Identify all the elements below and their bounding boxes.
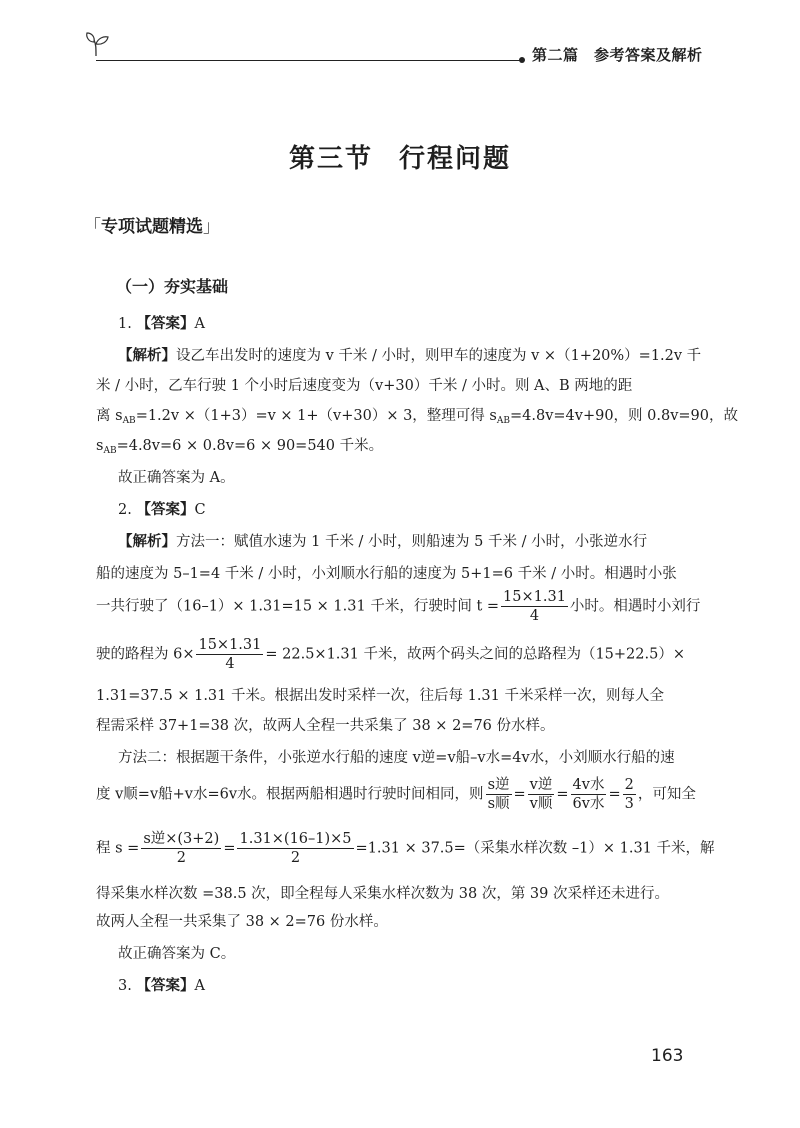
q1-explanation-line-2: 米 / 小时，乙车行驶 1 个小时后速度变为（v+30）千米 / 小时。则 A、B 两地的距 [96,378,633,394]
q2-explanation-line-6: 程需采样 37+1=38 次，故两人全程一共采集了 38 × 2=76 份水样。 [96,718,555,734]
q2-explanation-line-2: 船的速度为 5–1=4 千米 / 小时，小刘顺水行船的速度为 5+1=6 千米 / 小时。相遇时小张 [96,566,677,582]
fraction: $\frac{\text{s逆}}{\text{s顺}}$ [487,777,510,812]
section-heading: 「专项试题精选」 [84,217,220,237]
q2-method2-line-5: 故两人全程一共采集了 38 × 2=76 份水样。 [96,914,388,930]
fraction: $\frac{15\times 1.31}{4}$ [503,589,566,624]
subsection-heading: （一）夯实基础 [116,277,229,296]
q2-answer: 2. 【答案】C [118,502,206,518]
q1-explanation-line-4: $s_{AB}=4.8v=6 \times 0.8v=6 \times 90=540$ 千米。 [96,438,384,456]
page-number: 163 [651,1046,684,1066]
q2-method2-line-3: 程 s = $\frac{\text{s逆×(3+2)}}{2}$ = $\frac{1.31\times(16-1)\times 5}{2}$ =1.31 × 37.5=（采集水样次数 –1）× 1.31 千米，解 [96,831,715,866]
header-rule [96,60,521,61]
q1-explanation-line-1: 【解析】设乙车出发时的速度为 v 千米 / 小时，则甲车的速度为 v ×（1+20%）=1.2v 千 [118,348,702,364]
q2-explanation-line-3: 一共行驶了（16–1）× 1.31=15 × 1.31 千米，行驶时间 t = $\frac{15\times 1.31}{4}$ 小时。相遇时小刘行 [96,589,701,624]
q2-explanation-line-5: 1.31=37.5 × 1.31 千米。根据出发时采样一次，往后每 1.31 千米采样一次，则每人全 [96,688,664,704]
title-section-number: 第三节 [288,144,373,174]
q3-answer: 3. 【答案】A [118,978,205,994]
q2-method2-line-4: 得采集水样次数 =38.5 次，即全程每人采集水样次数为 38 次，第 39 次采样还未进行。 [96,886,669,902]
running-header: 第二篇 参考答案及解析 [532,46,703,64]
q2-method2-line-2: 度 v顺=v船+v水=6v水。根据两船相遇时行驶时间相同，则 $\frac{\text{s逆}}{\text{s顺}}$ = $\frac{\text{v逆}}{\text{v顺}}$ = $\frac{\text{4v水}}{\text{6v水}}$ = $\frac{2}{3}$ ，可知全 [96,777,696,812]
q2-conclusion: 故正确答案为 C。 [118,946,236,962]
fraction: $\frac{1.31\times(16-1)\times 5}{2}$ [239,831,352,866]
header-rule-dot [519,57,525,63]
fraction: $\frac{\text{4v水}}{\text{6v水}}$ [572,777,605,812]
q2-method2-line-1: 方法二：根据题干条件，小张逆水行船的速度 v逆=v船–v水=4v水，小刘顺水行船的速 [118,750,675,766]
q2-explanation-line-4: 驶的路程为 6× $\frac{15\times 1.31}{4}$ = 22.5×1.31 千米，故两个码头之间的总路程为（15+22.5）× [96,637,685,672]
fraction: $\frac{15\times 1.31}{4}$ [198,637,262,672]
q1-conclusion: 故正确答案为 A。 [118,470,235,486]
fraction: $\frac{2}{3}$ [624,777,634,812]
fraction: $\frac{\text{v逆}}{\text{v顺}}$ [529,777,553,812]
page-title [0,138,800,175]
title-topic: 行程问题 [399,144,512,174]
q2-explanation-line-1: 【解析】方法一：赋值水速为 1 千米 / 小时，则船速为 5 千米 / 小时，小张逆水行 [118,534,648,550]
q1-explanation-line-3: 离 $s_{AB}=1.2v \times(1+3)=v \times 1+(v+30)\times 3$，整理可得 $s_{AB}=4.8v=4v+90$，则 0.8v=90，故 [96,408,739,426]
fraction: $\frac{\text{s逆×(3+2)}}{2}$ [143,831,220,866]
leaf-icon [84,30,110,58]
q1-answer: 1. 【答案】A [118,316,205,332]
